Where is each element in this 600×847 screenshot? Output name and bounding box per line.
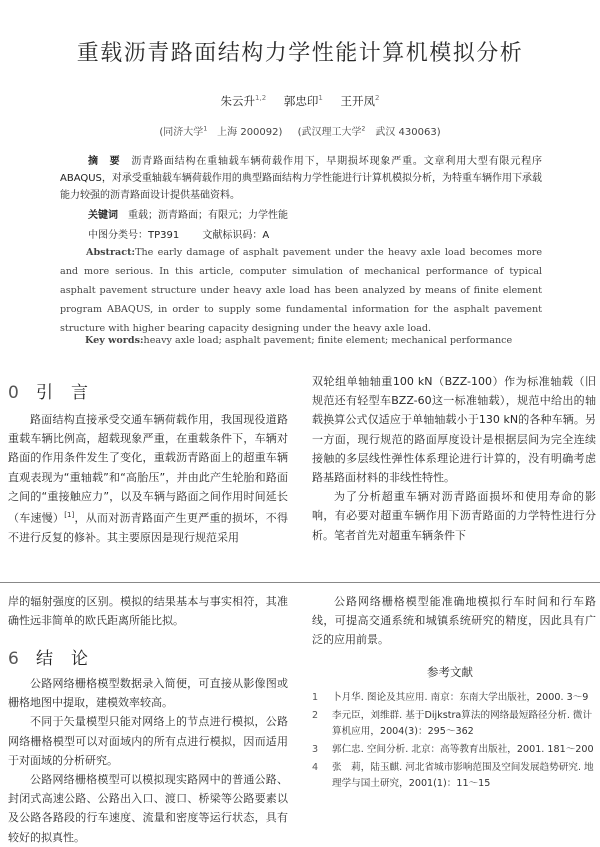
reference-item: 2 李元臣，刘维群. 基于Dijkstra算法的网络最短路径分析. 微计算机应用，2004(3)：295～362 [312,710,593,737]
keywords-en-label: Key words: [85,335,144,346]
section-6-heading [8,644,106,669]
section-number: 6 [8,649,19,669]
reference-item: 4 张 莉，陆玉麒. 河北省城市影响范围及空间发展趋势研究. 地理学与国土研究，2001(1)：11～15 [312,762,594,789]
affiliation-1: (同济大学$^1$ 上海 200092) [159,125,283,138]
paragraph: 双轮组单轴轴重100 kN（BZZ-100）作为标准轴载（旧规范还有轻型车BZZ-60这一标准轴载），规范中给出的轴载换算公式仅适应于单轴轴载小于130 kN的各种车辆。另一方面，现行规范的路面厚度设计是根据层间为完全连续接触的多层线性弹性体系理论进行计算的，没有明确考虑路基路面材料的非线性特性。 [312,375,596,485]
paragraph: 公路网络栅格模型可以模拟现实路网中的普通公路、封闭式高速公路、公路出入口、渡口、桥梁等公路要素以及公路各路段的行车速度、流量和密度等运行状态，具有较好的拟真性。 [8,773,288,844]
abstract-en [60,243,542,338]
affiliation-2: (武汉理工大学$^2$ 武汉 430063) [297,125,441,138]
abstract-zh [60,153,542,204]
section-title: 引言 [36,383,106,403]
paragraph: 公路网络栅格模型数据录入简便，可直接从影像图或栅格地图中提取，建模效率较高。 [8,677,288,710]
keywords-zh-label: 关键词 [88,210,118,221]
lower-left-text [8,592,288,630]
conclusion-text [8,674,288,847]
reference-item: 1 卜月华. 图论及其应用. 南京：东南大学出版社，2000. 3～9 [312,692,589,703]
keywords-zh-text: 重载；沥青路面；有限元；力学性能 [128,210,288,221]
keywords-en [85,335,512,346]
paragraph: 为了分析超重车辆对沥青路面损坏和使用寿命的影响，有必要对超重车辆作用下沥青路面的力学特性进行分析。笔者首先对超重车辆条件下 [312,490,596,542]
page-divider [0,582,600,583]
clc-number: 中图分类号：TP391 [88,230,180,241]
author-3: 王开凤$^2$ [340,94,380,108]
reference-item: 3 郭仁忠. 空间分析. 北京：高等教育出版社，2001. 181～200 [312,744,594,755]
lower-right-text [312,592,596,650]
affiliations [0,123,600,138]
paragraph: 路面结构直接承受交通车辆荷载作用，我国现役道路重载车辆比例高，超载现象严重，在重载条件下，车辆对路面的作用条件发生了变化，重载沥青路面上的超重车辆直观表现为“重轴载”和“高胎压”，并由此产生轮胎和路面之间的“重接触应力”，以及车辆与路面之间作用时间延长（车速慢）[1]，从而对沥青路面产生更严重的损坏，不得不进行反复的修补。其主要原因是现行规范采用 [8,413,289,544]
author-2: 郭忠印$^1$ [283,94,323,108]
section-number: 0 [8,383,19,403]
section-0-heading [8,378,106,403]
references-list [312,690,596,794]
doc-code: 文献标识码：A [202,230,270,241]
section-0-left-column [8,410,288,547]
abstract-en-text: The early damage of asphalt pavement under the heavy axle load becomes more and more serious. In this article, computer simulation of mechanical performance of typical asphalt pavement structure under heavy axle load has been analyzed by means of finite element program ABAQUS, in order to supply some fundamental information for the asphalt pavement structure with higher bearing capacity designing under the heavy axle load. [60,247,542,334]
authors [0,93,600,109]
references-heading: 参考文献 [427,665,473,679]
paper-title: 重载沥青路面结构力学性能计算机模拟分析 [76,41,524,66]
section-0-right-column [312,372,596,545]
keywords-zh [88,206,288,221]
section-title: 结论 [36,649,106,669]
paragraph: 岸的辐射强度的区别。模拟的结果基本与事实相符，其准确性远非简单的欧氏距离所能比拟。 [8,595,288,628]
author-1: 朱云升$^{1,2}$ [220,94,267,108]
paragraph: 不同于矢量模型只能对网络上的节点进行模拟，公路网络栅格模型可以对面域内的所有点进行模拟，因而适用于对面域的分析研究。 [8,715,288,767]
classification [88,226,289,241]
keywords-en-text: heavy axle load; asphalt pavement; finite element; mechanical performance [143,335,513,346]
paragraph: 公路网络栅格模型能准确地模拟行车时间和行车路线，可提高交通系统和城镇系统研究的精度，因此具有广泛的应用前景。 [312,595,596,647]
abstract-zh-label: 摘 要 [88,156,121,167]
abstract-en-label: Abstract: [86,247,136,258]
abstract-zh-text: 沥青路面结构在重轴载车辆荷载作用下，早期损坏现象严重。文章利用大型有限元程序ABAQUS，对承受重轴载车辆荷载作用的典型路面结构力学性能进行计算机模拟分析，为特重车辆作用下承载能力较强的沥青路面设计提供基础资料。 [60,156,543,201]
